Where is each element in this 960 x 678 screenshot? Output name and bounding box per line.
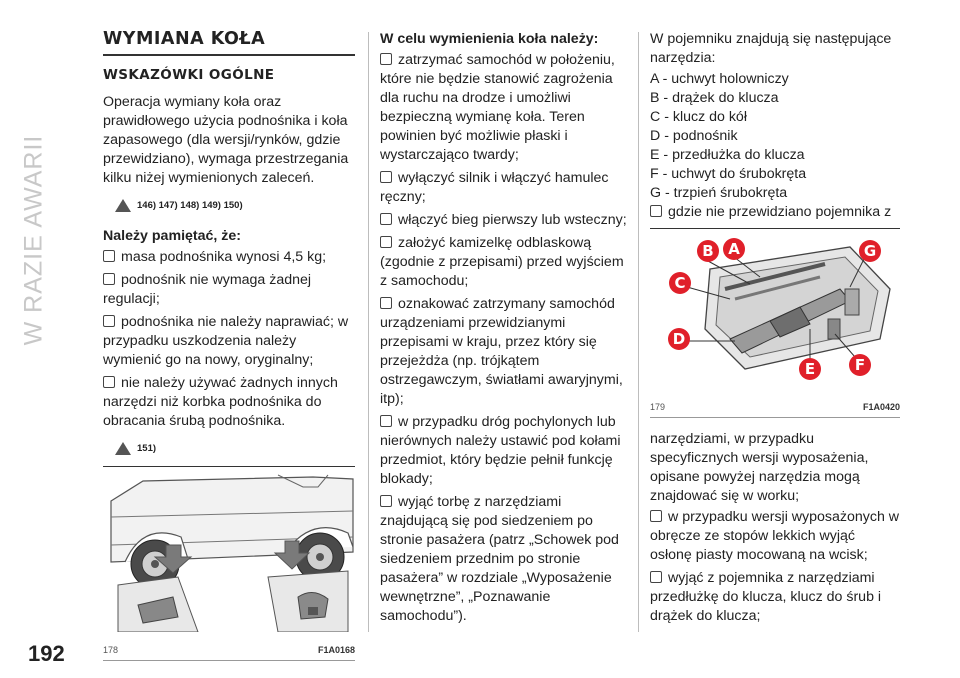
figure-number: 178 (103, 645, 119, 655)
label-e: E (804, 360, 816, 378)
figure-number: 179 (650, 402, 666, 412)
figure-tool-kit (650, 228, 900, 418)
list-item: nie należy używać żadnych innych narzędzi niż korbka podnośnika do obracania śrubą podnośnika. (103, 375, 338, 429)
procedure-heading: W celu wymienienia koła należy: (380, 31, 599, 47)
tool-item-b: B - drążek do klucza (650, 90, 779, 106)
tool-item-c: C - klucz do kół (650, 109, 747, 125)
list-item: włączyć bieg pierwszy lub wsteczny; (380, 211, 632, 230)
list-item: wyjąć z pojemnika z narzędziami przedłużkę do klucza, klucz do śrub i drążek do klucza; (650, 570, 882, 624)
checkbox-bullet-icon (380, 495, 392, 507)
figure-code: F1A0420 (862, 402, 900, 412)
list-item: wyjąć torbę z narzędziami znajdującą się pod siedzeniem po stronie pasażera (patrz „Schowek pod siedzeniem przednim po stronie pasażera” w rozdziale „Wyposażenie wewnętrzne”, „Poznawanie samochodu”). (380, 494, 619, 624)
van-jack-points-illustration (103, 467, 355, 632)
figure-code: F1A0168 (317, 645, 355, 655)
checkbox-bullet-icon (380, 415, 392, 427)
figure-caption (103, 641, 355, 660)
label-b: B (702, 242, 714, 260)
list-item: w przypadku wersji wyposażonych w obręcze ze stopów lekkich wyjąć osłonę piasty mocowaną na wcisk; (650, 509, 900, 563)
checkbox-bullet-icon (380, 297, 392, 309)
checkbox-bullet-icon (103, 250, 115, 262)
column-2 (380, 30, 632, 630)
column-1 (103, 30, 355, 661)
list-item: założyć kamizelkę odblaskową (zgodnie z przepisami) przed wyjściem z samochodu; (380, 235, 624, 289)
warning-icon (115, 442, 131, 455)
checkbox-bullet-icon (380, 171, 392, 183)
continuation-paragraph: narzędziami, w przypadku specyficznych wersji wyposażenia, opisane powyżej narzędzia mogą znajdować się w worku; (650, 431, 869, 504)
checkbox-bullet-icon (380, 236, 392, 248)
page-number: 192 (28, 641, 65, 666)
section-title: WYMIANA KOŁA (103, 30, 355, 56)
intro-paragraph: Operacja wymiany koła oraz prawidłowego użycia podnośnika i koła zapasowego (dla wersji/rynków, gdzie przewidziano), wymaga przestrzegania kilku niżej wymienionych zaleceń. (103, 94, 349, 186)
column-divider (638, 32, 639, 632)
section-subtitle: WSKAZÓWKI OGÓLNE (103, 67, 275, 83)
label-f: F (854, 356, 866, 374)
list-item: zatrzymać samochód w położeniu, które nie będzie stanowić zagrożenia dla ruchu na drodze i umożliwi bezpieczną wymianę koła. Teren powinien być możliwie płaski i wystarczająco twardy; (380, 52, 615, 163)
tool-item-a: A - uchwyt holowniczy (650, 71, 789, 87)
list-item: oznakować zatrzymany samochód urządzeniami przewidzianymi przepisami w kraju, przez który się przejeżdża (np. trójkątem ostrzegawczym, światłami awaryjnymi, itp); (380, 296, 623, 407)
checkbox-bullet-icon (103, 376, 115, 388)
warning-reference: 146) 147) 148) 149) 150) (115, 196, 355, 215)
checkbox-bullet-icon (103, 273, 115, 285)
checkbox-bullet-icon (380, 213, 392, 225)
warning-reference: 151) (115, 439, 355, 458)
list-item: w przypadku dróg pochylonych lub nierównych należy ustawić pod kołami przedmiot, który będzie pełnił funkcję blokady; (380, 414, 621, 487)
figure-van-jack-points (103, 466, 355, 661)
column-3 (650, 30, 900, 630)
list-item: masa podnośnika wynosi 4,5 kg; (103, 248, 355, 267)
checkbox-bullet-icon (103, 315, 115, 327)
label-d: D (672, 330, 686, 348)
label-c: C (674, 274, 686, 292)
figure-caption (650, 398, 900, 417)
checkbox-bullet-icon (650, 571, 662, 583)
warning-icon (115, 199, 131, 212)
list-item: podnośnik nie wymaga żadnej regulacji; (103, 272, 312, 307)
section-side-label: W RAZIE AWARII (19, 134, 48, 346)
label-a: A (728, 240, 740, 258)
checkbox-bullet-icon (650, 205, 662, 217)
tool-item-f: F - uchwyt do śrubokręta (650, 166, 807, 182)
tool-item-g: G - trzpień śrubokręta (650, 185, 788, 201)
tool-item-d: D - podnośnik (650, 128, 738, 144)
label-g: G (863, 242, 877, 260)
tools-intro: W pojemniku znajdują się następujące narzędzia: (650, 31, 892, 66)
reminder-heading: Należy pamiętać, że: (103, 228, 241, 244)
list-item: wyłączyć silnik i włączyć hamulec ręczny; (380, 170, 609, 205)
column-divider (368, 32, 369, 632)
tool-item-e: E - przedłużka do klucza (650, 147, 805, 163)
list-item: gdzie nie przewidziano pojemnika z (650, 203, 900, 222)
list-item: podnośnika nie należy naprawiać; w przypadku uszkodzenia należy wymienić go na nowy, oryginalny; (103, 314, 349, 368)
checkbox-bullet-icon (380, 53, 392, 65)
checkbox-bullet-icon (650, 510, 662, 522)
tool-labels (650, 229, 900, 389)
